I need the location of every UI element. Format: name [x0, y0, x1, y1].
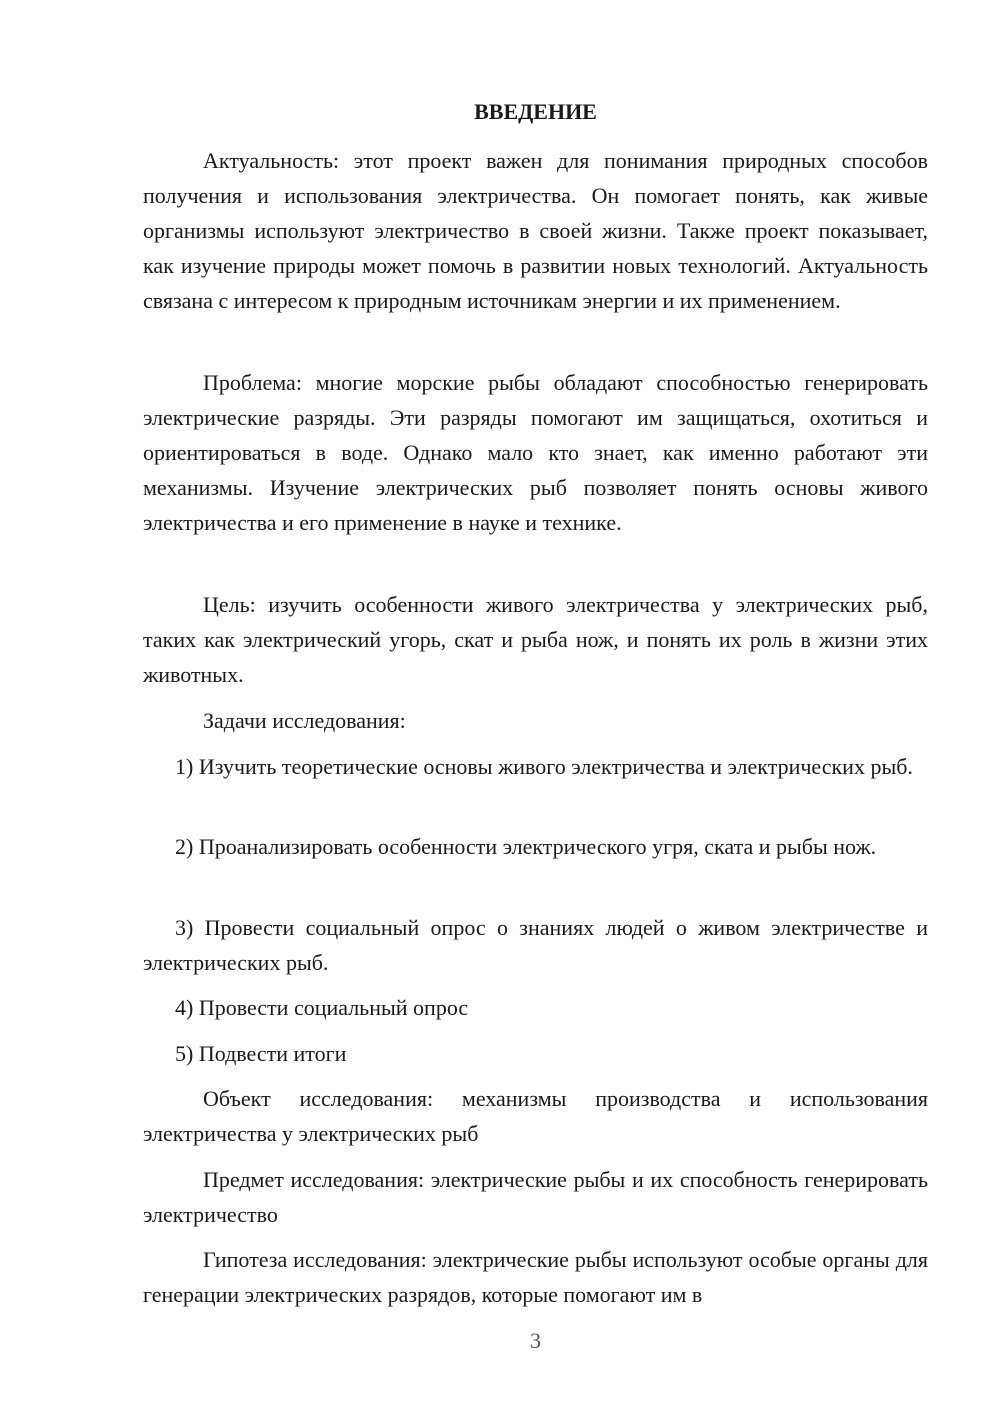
task-item-4: 4) Провести социальный опрос [175, 995, 469, 1020]
task-item-2: 2) Проанализировать особенности электрического угря, ската и рыбы нож. [175, 834, 877, 859]
task-item-5: 5) Подвести итоги [175, 1041, 347, 1066]
paragraph-problem: Проблема: многие морские рыбы обладают способностью генерировать электрические разряды. Эти разряды помогают им защищаться, охотиться и ориентироваться в воде. Однако мало кто знает, как именно работают эти механизмы. Изучение электрических рыб позволяет понять основы живого электричества и его применение в науке и технике. [143, 370, 928, 535]
paragraph-goal: Цель: изучить особенности живого электричества у электрических рыб, таких как электрический угорь, скат и рыба нож, и понять их роль в жизни этих животных. [143, 592, 928, 687]
paragraph-tasks-heading: Задачи исследования: [203, 708, 406, 733]
paragraph-subject: Предмет исследования: электрические рыбы и их способность генерировать электричество [143, 1167, 928, 1227]
page-number: 3 [530, 1328, 541, 1353]
paragraph-hypothesis: Гипотеза исследования: электрические рыбы используют особые органы для генерации электрических разрядов, которые помогают им в [143, 1247, 928, 1307]
page-title: ВВЕДЕНИЕ [474, 99, 597, 124]
task-item-1: 1) Изучить теоретические основы живого электричества и электрических рыб. [175, 754, 913, 779]
task-item-3: 3) Провести социальный опрос о знаниях людей о живом электричестве и электрических рыб. [143, 915, 928, 975]
paragraph-object: Объект исследования: механизмы производства и использования электричества у электрических рыб [143, 1086, 928, 1146]
paragraph-relevance: Актуальность: этот проект важен для понимания природных способов получения и использования электричества. Он помогает понять, как живые организмы используют электричество в своей жизни. Также проект показывает, как изучение природы может помочь в развитии новых технологий. Актуальность связана с интересом к природным источникам энергии и их применением. [143, 148, 928, 313]
